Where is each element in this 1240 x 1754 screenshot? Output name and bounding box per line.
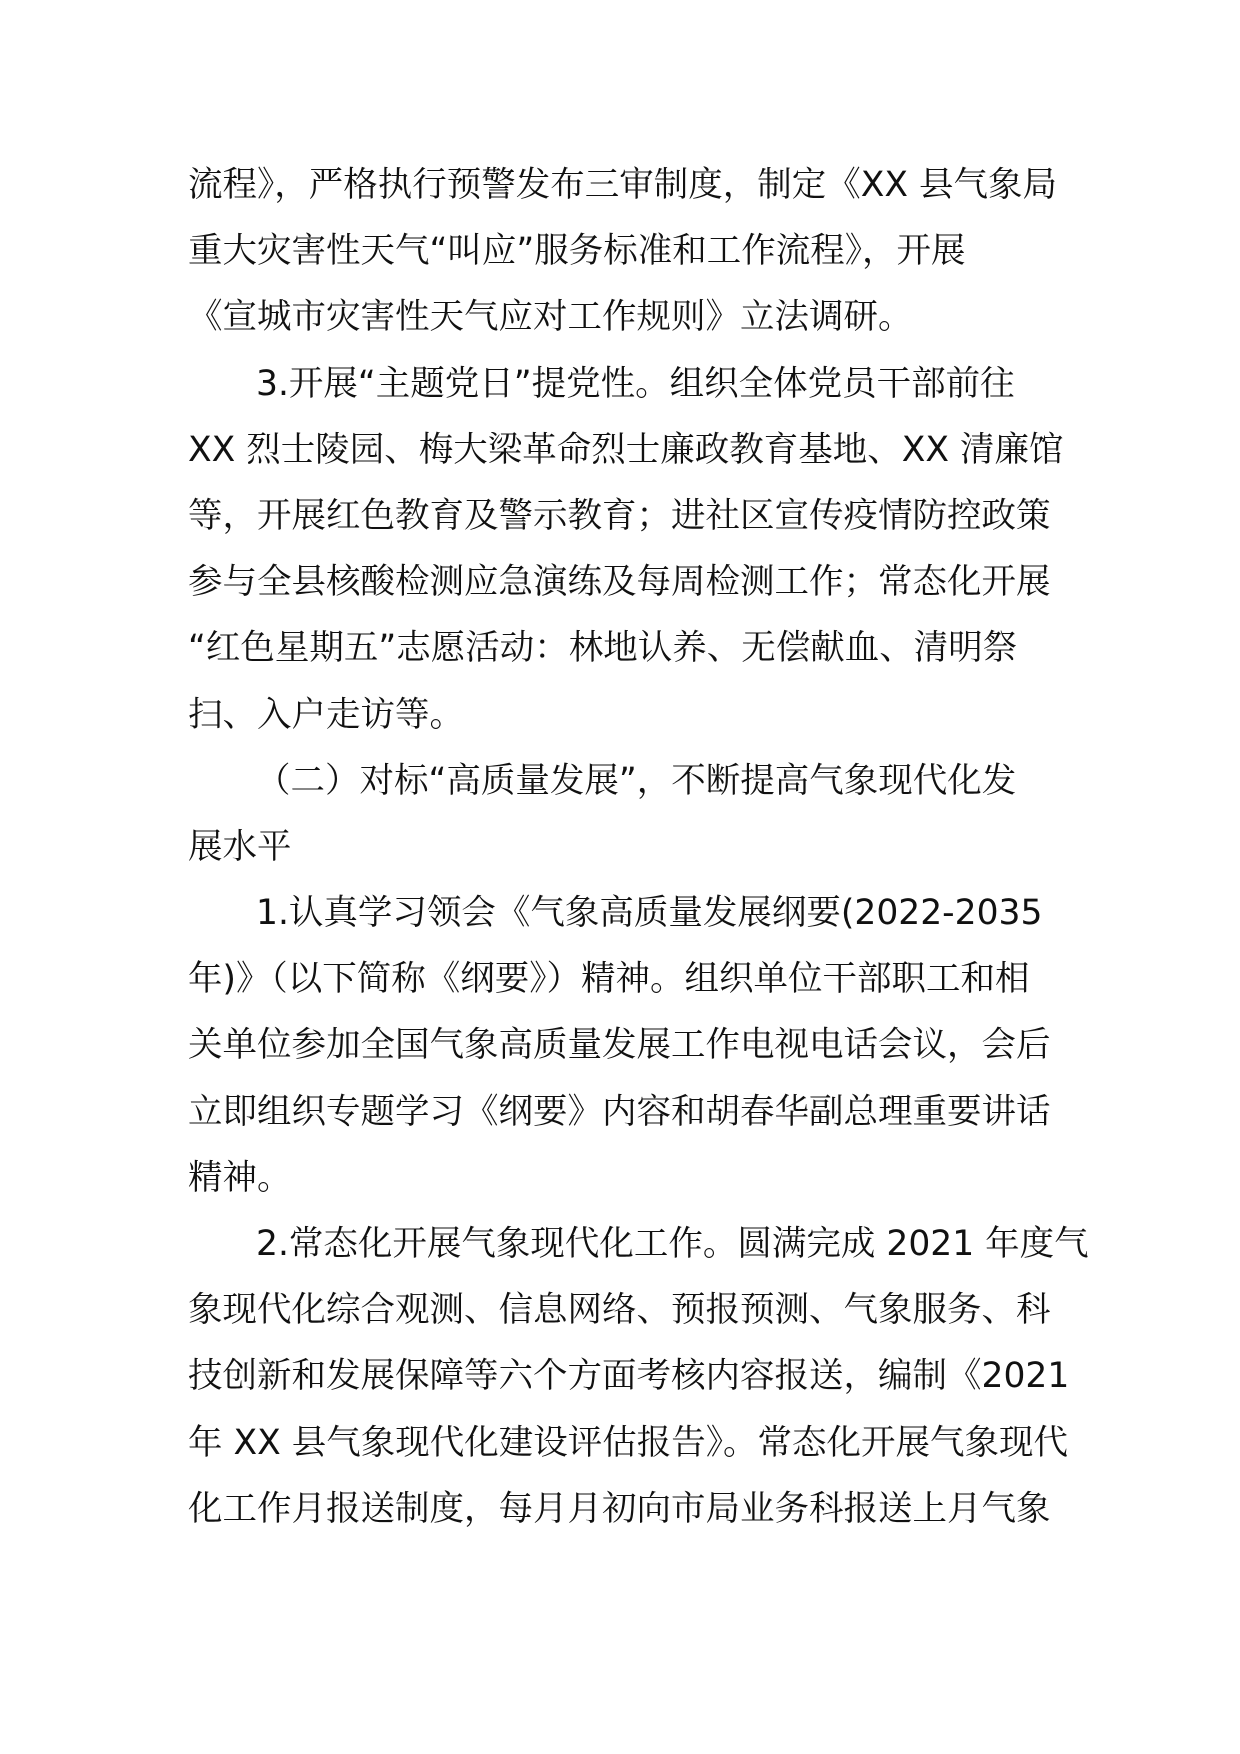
section-heading-line: （二）对标“高质量发展”，不断提高气象现代化发 xyxy=(256,760,1017,801)
text-line: “红色星期五”志愿活动：林地认养、无偿献血、清明祭 xyxy=(188,628,1018,669)
text-line: 3.开展“主题党日”提党性。组织全体党员干部前往 xyxy=(256,363,1015,404)
section-heading-line: 展水平 xyxy=(188,826,292,867)
text-line: XX 烈士陵园、梅大梁革命烈士廉政教育基地、XX 清廉馆 xyxy=(188,429,1064,470)
text-line: 扫、入户走访等。 xyxy=(188,694,464,735)
text-line: 象现代化综合观测、信息网络、预报预测、气象服务、科 xyxy=(188,1290,1051,1331)
text-line: 《宣城市灾害性天气应对工作规则》立法调研。 xyxy=(188,297,913,338)
text-line: 年)》（以下简称《纲要》）精神。组织单位干部职工和相 xyxy=(188,959,1030,1000)
text-line: 参与全县核酸检测应急演练及每周检测工作；常态化开展 xyxy=(188,562,1051,603)
text-line: 重大灾害性天气“叫应”服务标准和工作流程》，开展 xyxy=(188,231,966,272)
text-line: 立即组织专题学习《纲要》内容和胡春华副总理重要讲话 xyxy=(188,1091,1051,1132)
text-line: 化工作月报送制度，每月月初向市局业务科报送上月气象 xyxy=(188,1488,1051,1529)
document-body xyxy=(188,152,1089,1542)
text-line: 等，开展红色教育及警示教育；进社区宣传疫情防控政策 xyxy=(188,495,1051,536)
text-line: 关单位参加全国气象高质量发展工作电视电话会议，会后 xyxy=(188,1025,1051,1066)
text-line: 年 XX 县气象现代化建设评估报告》。常态化开展气象现代 xyxy=(188,1422,1068,1463)
text-line: 2.常态化开展气象现代化工作。圆满完成 2021 年度气 xyxy=(256,1224,1089,1264)
text-line: 精神。 xyxy=(188,1157,292,1198)
text-line: 流程》，严格执行预警发布三审制度，制定《XX 县气象局 xyxy=(188,165,1057,205)
text-line: 技创新和发展保障等六个方面考核内容报送，编制《2021 xyxy=(188,1356,1070,1397)
text-line: 1.认真学习领会《气象高质量发展纲要(2022-2035 xyxy=(256,893,1043,934)
